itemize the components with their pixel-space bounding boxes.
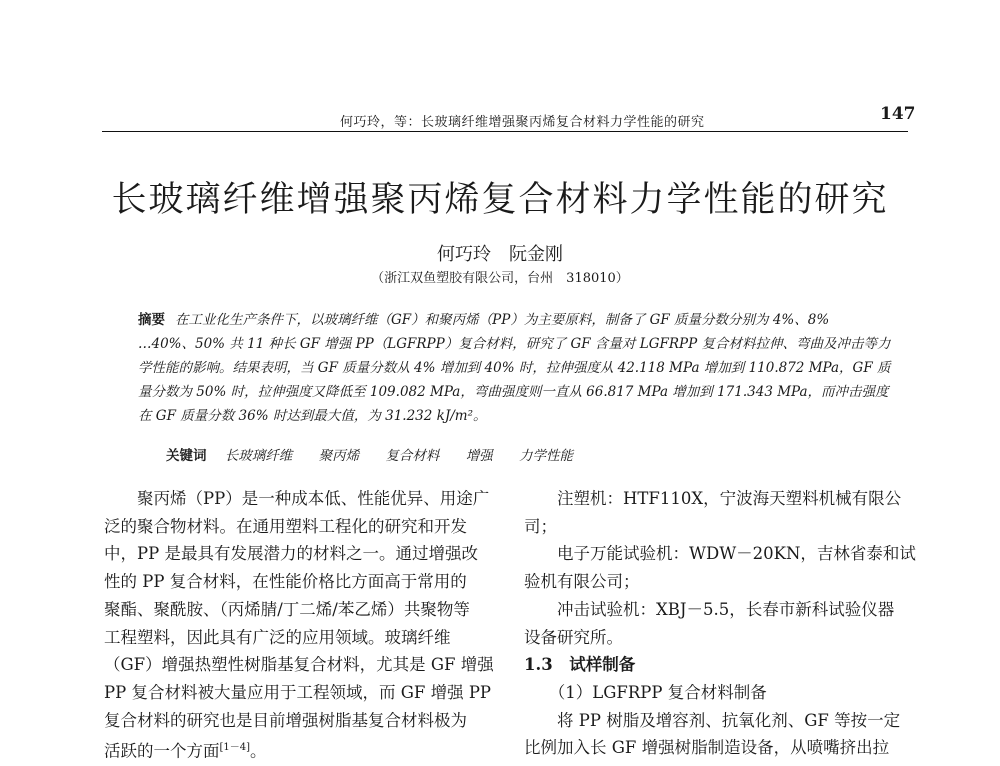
abstract-line: …40%、50% 共 11 种长 GF 增强 PP（LGFRPP）复合材料，研究了 GF 含量对 LGFRPP 复合材料拉伸、弯曲及冲击等力 — [138, 336, 891, 352]
body-line: （GF）增强热塑性树脂基复合材料，尤其是 GF 增强 — [104, 655, 494, 675]
article-authors: 何巧玲 阮金刚 — [437, 244, 563, 265]
body-line: 设备研究所。 — [524, 627, 623, 647]
keyword: 复合材料 — [385, 448, 440, 464]
section-heading: 1.3 试样制备 — [524, 655, 636, 675]
abstract-text: 在工业化生产条件下，以玻璃纤维（GF）和聚丙烯（PP）为主要原料，制备了 GF 质量分数分别为 4%、8% — [175, 312, 830, 328]
article-affiliation: （浙江双鱼塑胶有限公司，台州 318010） — [371, 271, 629, 286]
body-line: 中，PP 是最具有发展潜力的材料之一。通过增强改 — [104, 544, 478, 564]
body-line: PP 复合材料被大量应用于工程领域，而 GF 增强 PP — [104, 682, 492, 702]
abstract — [138, 308, 908, 428]
body-line: 将 PP 树脂及增容剂、抗氧化剂、GF 等按一定 — [524, 710, 901, 730]
body-text: 。 — [250, 741, 267, 761]
body-line: 比例加入长 GF 增强树脂制造设备，从喷嘴挤出拉 — [524, 738, 890, 758]
body-left-column — [104, 485, 502, 766]
abstract-line — [138, 308, 908, 332]
body-line: 工程塑料，因此具有广泛的应用领域。玻璃纤维 — [104, 627, 451, 647]
abstract-line: 学性能的影响。结果表明，当 GF 质量分数从 4% 增加到 40% 时，拉伸强度从 42.118 MPa 增加到 110.872 MPa，GF 质 — [138, 360, 891, 376]
body-line: 聚酯、聚酰胺、（丙烯腈/丁二烯/苯乙烯）共聚物等 — [104, 599, 470, 619]
keyword: 力学性能 — [518, 448, 573, 464]
body-line: 冲击试验机：XBJ－5.5，长春市新科试验仪器 — [524, 599, 895, 619]
body-text: 活跃的一个方面 — [104, 741, 220, 761]
keyword: 长玻璃纤维 — [224, 448, 293, 464]
body-line: 电子万能试验机：WDW－20KN，吉林省泰和试 — [524, 544, 916, 564]
body-line — [104, 734, 502, 765]
keywords-label: 关键词 — [166, 448, 207, 464]
article-title: 长玻璃纤维增强聚丙烯复合材料力学性能的研究 — [111, 180, 889, 220]
abstract-line: 在 GF 质量分数 36% 时达到最大值，为 31.232 kJ/m²。 — [138, 408, 487, 424]
body-line: 泛的聚合物材料。在通用塑料工程化的研究和开发 — [104, 516, 467, 536]
abstract-label: 摘要 — [138, 312, 165, 328]
body-line: 验机有限公司； — [524, 572, 640, 592]
abstract-line: 量分数为 50% 时，拉伸强度又降低至 109.082 MPa，弯曲强度则一直从 66.817 MPa 增加到 171.343 MPa，而冲击强度 — [138, 384, 889, 400]
keyword: 聚丙烯 — [318, 448, 360, 464]
body-right-column — [524, 485, 924, 762]
subheading: （1）LGFRPP 复合材料制备 — [524, 682, 767, 702]
body-line: 性的 PP 复合材料，在性能价格比方面高于常用的 — [104, 572, 467, 592]
citation-ref: [1－4] — [219, 742, 251, 754]
body-line: 注塑机：HTF110X，宁波海天塑料机械有限公 — [524, 489, 902, 508]
body-line: 复合材料的研究也是目前增强树脂基复合材料极为 — [104, 710, 467, 730]
keywords — [166, 444, 595, 464]
running-header: 何巧玲，等：长玻璃纤维增强聚丙烯复合材料力学性能的研究 — [340, 115, 705, 130]
body-line: 司； — [524, 516, 557, 536]
page-number: 147 — [880, 104, 916, 124]
body-line: 聚丙烯（PP）是一种成本低、性能优异、用途广 — [104, 489, 490, 508]
header-rule — [102, 131, 908, 132]
keyword: 增强 — [465, 448, 493, 464]
